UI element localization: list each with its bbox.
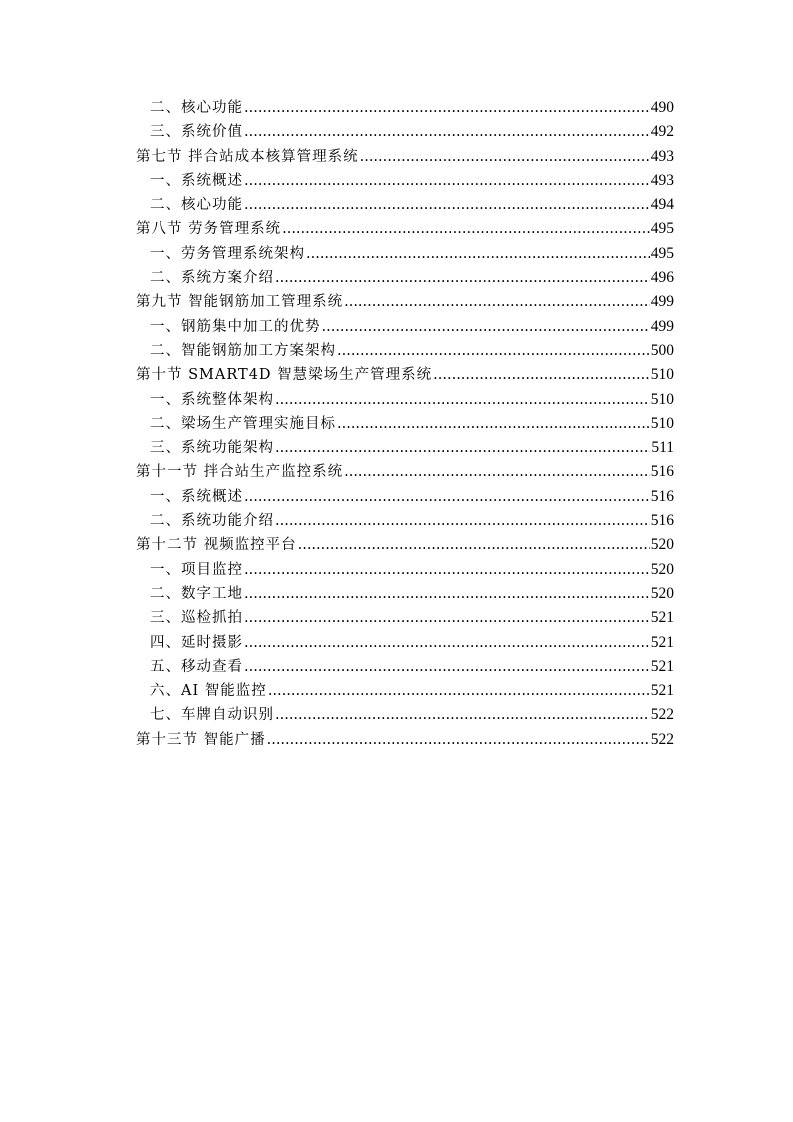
toc-dot-leader bbox=[244, 485, 650, 509]
toc-dot-leader bbox=[244, 169, 650, 193]
toc-entry[interactable] bbox=[136, 703, 674, 727]
toc-entry-page: 496 bbox=[650, 269, 674, 287]
toc-entry[interactable] bbox=[136, 485, 674, 509]
toc-entry[interactable] bbox=[136, 120, 674, 144]
toc-entry-page: 510 bbox=[650, 366, 674, 384]
toc-entry-page: 520 bbox=[650, 560, 674, 578]
toc-entry[interactable] bbox=[136, 363, 674, 387]
toc-dot-leader bbox=[244, 120, 650, 144]
toc-entry-title: 二、系统功能介绍 bbox=[150, 513, 274, 530]
toc-dot-leader bbox=[275, 388, 650, 412]
toc-dot-leader bbox=[337, 339, 650, 363]
toc-entry-title: 一、系统概述 bbox=[150, 172, 243, 189]
toc-entry-title: 第十一节 拌合站生产监控系统 bbox=[136, 464, 344, 481]
toc-entry-page: 521 bbox=[650, 633, 674, 651]
toc-entry-title: 第七节 拌合站成本核算管理系统 bbox=[136, 148, 359, 165]
toc-entry-page: 516 bbox=[650, 487, 674, 505]
toc-entry-title: 五、移动查看 bbox=[150, 658, 243, 675]
toc-entry-page: 511 bbox=[651, 439, 674, 457]
toc-entry-title: 三、系统价值 bbox=[150, 124, 243, 141]
toc-entry-page: 510 bbox=[650, 414, 674, 432]
toc-entry-page: 500 bbox=[650, 341, 674, 359]
toc-entry-title: 二、梁场生产管理实施目标 bbox=[150, 415, 336, 432]
table-of-contents bbox=[136, 96, 674, 752]
toc-dot-leader bbox=[360, 145, 650, 169]
toc-entry-title: 一、钢筋集中加工的优势 bbox=[150, 318, 321, 335]
toc-entry[interactable] bbox=[136, 631, 674, 655]
toc-entry[interactable] bbox=[136, 582, 674, 606]
toc-dot-leader bbox=[275, 703, 650, 727]
toc-entry[interactable] bbox=[136, 679, 674, 703]
toc-entry-page: 495 bbox=[650, 244, 674, 262]
toc-entry-title: 一、项目监控 bbox=[150, 561, 243, 578]
toc-entry[interactable] bbox=[136, 339, 674, 363]
toc-entry-title: 二、智能钢筋加工方案架构 bbox=[150, 342, 336, 359]
toc-entry-page: 495 bbox=[650, 220, 674, 238]
toc-entry-title: 第十节 SMART4D 智慧梁场生产管理系统 bbox=[136, 367, 433, 384]
toc-entry-page: 522 bbox=[650, 706, 674, 724]
toc-entry[interactable] bbox=[136, 460, 674, 484]
toc-entry-page: 521 bbox=[650, 657, 674, 675]
toc-entry[interactable] bbox=[136, 533, 674, 557]
toc-dot-leader bbox=[275, 266, 650, 290]
toc-dot-leader bbox=[282, 217, 650, 241]
toc-dot-leader bbox=[322, 315, 650, 339]
toc-entry-page: 520 bbox=[650, 584, 674, 602]
toc-dot-leader bbox=[244, 582, 650, 606]
toc-entry[interactable] bbox=[136, 169, 674, 193]
toc-entry-title: 二、系统方案介绍 bbox=[150, 270, 274, 287]
toc-entry[interactable] bbox=[136, 217, 674, 241]
toc-entry-page: 521 bbox=[650, 609, 674, 627]
toc-entry-title: 七、车牌自动识别 bbox=[150, 707, 274, 724]
toc-dot-leader bbox=[244, 655, 650, 679]
toc-entry[interactable] bbox=[136, 193, 674, 217]
toc-entry-title: 三、巡检抓拍 bbox=[150, 610, 243, 627]
toc-entry-page: 499 bbox=[650, 317, 674, 335]
toc-entry-title: 二、数字工地 bbox=[150, 585, 243, 602]
toc-entry-page: 521 bbox=[650, 682, 674, 700]
toc-dot-leader bbox=[344, 460, 650, 484]
toc-entry[interactable] bbox=[136, 436, 674, 460]
toc-dot-leader bbox=[433, 363, 650, 387]
toc-entry-page: 510 bbox=[650, 390, 674, 408]
toc-entry-title: 四、延时摄影 bbox=[150, 634, 243, 651]
toc-entry-page: 490 bbox=[650, 99, 674, 116]
toc-dot-leader bbox=[306, 242, 650, 266]
toc-dot-leader bbox=[337, 412, 650, 436]
toc-entry-title: 二、核心功能 bbox=[150, 100, 243, 116]
toc-entry-title: 一、劳务管理系统架构 bbox=[150, 245, 305, 262]
toc-entry[interactable] bbox=[136, 242, 674, 266]
toc-entry-title: 二、核心功能 bbox=[150, 197, 243, 214]
toc-entry[interactable] bbox=[136, 412, 674, 436]
toc-dot-leader bbox=[268, 679, 650, 703]
toc-entry[interactable] bbox=[136, 96, 674, 120]
toc-entry[interactable] bbox=[136, 558, 674, 582]
toc-dot-leader bbox=[298, 533, 650, 557]
toc-entry-title: 第八节 劳务管理系统 bbox=[136, 221, 282, 238]
toc-entry-page: 494 bbox=[650, 196, 674, 214]
toc-dot-leader bbox=[275, 436, 650, 460]
toc-dot-leader bbox=[267, 728, 650, 752]
toc-entry-page: 493 bbox=[650, 171, 674, 189]
toc-entry[interactable] bbox=[136, 388, 674, 412]
toc-dot-leader bbox=[244, 631, 650, 655]
toc-entry-page: 492 bbox=[650, 123, 674, 141]
toc-entry-page: 493 bbox=[650, 147, 674, 165]
toc-entry-title: 三、系统功能架构 bbox=[150, 440, 274, 457]
toc-entry[interactable] bbox=[136, 606, 674, 630]
toc-entry[interactable] bbox=[136, 145, 674, 169]
toc-entry[interactable] bbox=[136, 315, 674, 339]
toc-dot-leader bbox=[275, 509, 650, 533]
toc-dot-leader bbox=[244, 558, 650, 582]
toc-entry-title: 第十三节 智能广播 bbox=[136, 731, 266, 748]
toc-entry-title: 第九节 智能钢筋加工管理系统 bbox=[136, 294, 344, 311]
toc-entry-page: 520 bbox=[650, 536, 674, 554]
toc-entry-page: 516 bbox=[650, 463, 674, 481]
toc-dot-leader bbox=[344, 290, 650, 314]
toc-entry-title: 六、AI 智能监控 bbox=[150, 683, 267, 700]
toc-entry[interactable] bbox=[136, 290, 674, 314]
toc-entry[interactable] bbox=[136, 266, 674, 290]
toc-entry-page: 522 bbox=[650, 730, 674, 748]
toc-dot-leader bbox=[244, 193, 650, 217]
toc-entry[interactable] bbox=[136, 509, 674, 533]
toc-entry-title: 一、系统概述 bbox=[150, 488, 243, 505]
toc-dot-leader bbox=[244, 96, 650, 120]
toc-entry-title: 一、系统整体架构 bbox=[150, 391, 274, 408]
toc-entry[interactable] bbox=[136, 728, 674, 752]
toc-entry-title: 第十二节 视频监控平台 bbox=[136, 537, 297, 554]
toc-entry-page: 516 bbox=[650, 512, 674, 530]
toc-dot-leader bbox=[244, 606, 650, 630]
toc-entry-page: 499 bbox=[650, 293, 674, 311]
toc-entry[interactable] bbox=[136, 655, 674, 679]
